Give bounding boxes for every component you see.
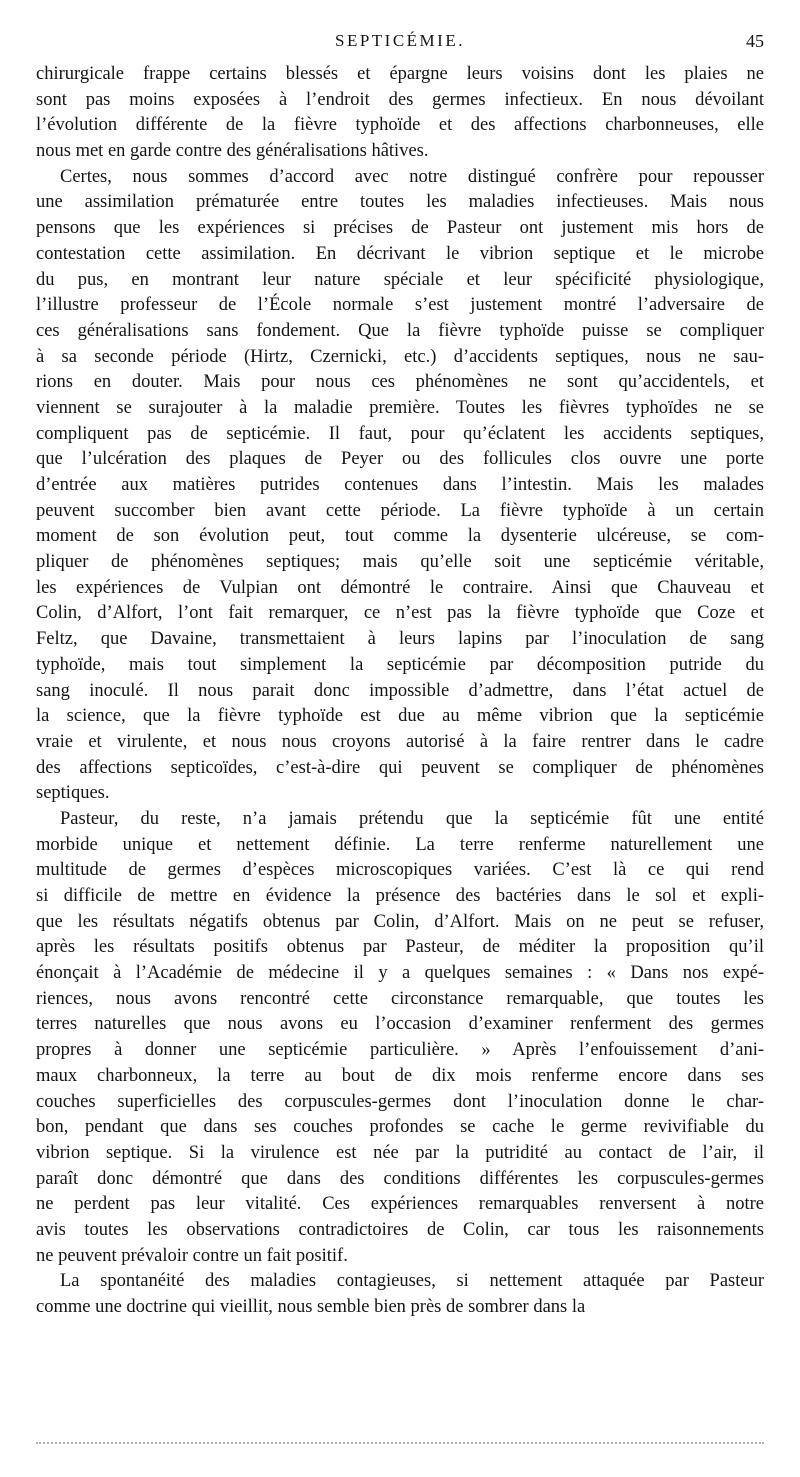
- text-line: chirurgicale frappe certains blessés et épargne leurs voisins dont les plaies ne: [36, 64, 764, 84]
- text-line: du pus, en montrant leur nature spéciale et leur spécificité physiologique,: [36, 269, 764, 290]
- text-line: vraie et virulente, et nous nous croyons autorisé à la faire rentrer dans le cadre: [36, 731, 764, 752]
- text-line: vibrion septique. Si la virulence est née par la putridité au contact de l’air, il: [36, 1142, 764, 1163]
- text-line: contestation cette assimilation. En décrivant le vibrion septique et le microbe: [36, 243, 764, 264]
- running-title: SEPTICÉMIE.: [335, 31, 465, 50]
- paragraph: [36, 62, 764, 165]
- text-line: nous met en garde contre des généralisations hâtives.: [36, 141, 429, 162]
- text-line: la science, que la fièvre typhoïde est due au même vibrion que la septicémie: [36, 706, 764, 727]
- text-line: comme une doctrine qui vieillit, nous semble bien près de sombrer dans la: [36, 1297, 586, 1317]
- text-line: typhoïde, mais tout simplement la septicémie par décomposition putride du: [36, 654, 764, 675]
- text-line: Feltz, que Davaine, transmettaient à leurs lapins par l’inoculation de sang: [36, 629, 764, 650]
- text-line: propres à donner une septicémie particulière. » Après l’enfouissement d’ani-: [36, 1040, 764, 1061]
- text-line: Colin, d’Alfort, l’ont fait remarquer, ce n’est pas la fièvre typhoïde que Coze et: [36, 603, 764, 624]
- text-line: à sa seconde période (Hirtz, Czernicki, etc.) d’accidents septiques, nous ne sau-: [36, 346, 764, 367]
- text-line: l’évolution différente de la fièvre typhoïde et des affections charbonneuses, elle: [36, 115, 764, 136]
- text-line: ne perdent pas leur vitalité. Ces expériences remarquables renversent à notre: [36, 1194, 764, 1215]
- text-line: terres naturelles que nous avons eu l’occasion d’examiner renferment des germes: [36, 1014, 764, 1035]
- text-line: moment de son évolution peut, tout comme la dysenterie ulcéreuse, se com-: [36, 526, 764, 547]
- text-line: des affections septicoïdes, c’est-à-dire qui peuvent se compliquer de phénomènes: [36, 757, 764, 778]
- text-line: d’entrée aux matières putrides contenues dans l’intestin. Mais les malades: [36, 475, 764, 495]
- text-line: énonçait à l’Académie de médecine il y a quelques semaines : « Dans nos expé-: [36, 963, 764, 984]
- text-line: sang inoculé. Il nous parait donc impossible d’admettre, dans l’état actuel de: [36, 680, 764, 701]
- text-line: si difficile de mettre en évidence la présence des bactéries dans le sol et expli-: [36, 886, 764, 906]
- text-line: septiques.: [36, 783, 110, 804]
- text-line: pliquer de phénomènes septiques; mais qu’elle soit une septicémie véritable,: [36, 552, 764, 573]
- text-line: que l’ulcération des plaques de Peyer ou des follicules clos ouvre une porte: [36, 449, 764, 470]
- text-line: l’illustre professeur de l’École normale s’est justement montré l’adversaire de: [36, 295, 764, 316]
- paragraph: [36, 1269, 764, 1320]
- paragraph: [36, 165, 764, 807]
- text-line: que les résultats négatifs obtenus par Colin, d’Alfort. Mais on ne peut se refuser,: [36, 911, 764, 932]
- body-text: [36, 62, 764, 1321]
- text-line: avis toutes les observations contradictoires de Colin, car tous les raisonnements: [36, 1219, 764, 1240]
- text-line: bon, pendant que dans ses couches profondes se cache le germe revivifiable du: [36, 1117, 764, 1138]
- text-line: pensons que les expériences si précises de Pasteur ont justement mis hors de: [36, 218, 764, 239]
- text-line: paraît donc démontré que dans des conditions différentes les corpuscules-germes: [36, 1168, 764, 1189]
- text-line: Certes, nous sommes d’accord avec notre distingué confrère pour repousser: [60, 166, 764, 187]
- text-line: La spontanéité des maladies contagieuses, si nettement attaquée par Pasteur: [60, 1271, 764, 1292]
- text-line: ne peuvent prévaloir contre un fait positif.: [36, 1245, 348, 1266]
- text-line: les expériences de Vulpian ont démontré le contraire. Ainsi que Chauveau et: [36, 577, 764, 598]
- text-line: maux charbonneux, la terre au bout de dix mois renferme encore dans ses: [36, 1065, 764, 1086]
- text-line: peuvent succomber bien avant cette période. La fièvre typhoïde à un certain: [36, 500, 764, 521]
- text-line: morbide unique et nettement définie. La terre renferme naturellement une: [36, 834, 764, 855]
- text-line: après les résultats positifs obtenus par Pasteur, de méditer la proposition qu’il: [36, 937, 764, 958]
- text-line: rions en douter. Mais pour nous ces phénomènes ne sont qu’accidentels, et: [36, 372, 764, 393]
- text-line: viennent se surajouter à la maladie première. Toutes les fièvres typhoïdes ne se: [36, 397, 764, 418]
- text-line: ces généralisations sans fondement. Que la fièvre typhoïde puisse se compliquer: [36, 320, 764, 341]
- text-line: couches superficielles des corpuscules-germes dont l’inoculation donne le char-: [36, 1091, 764, 1112]
- footer-rule: [36, 1442, 764, 1444]
- text-line: compliquent pas de septicémie. Il faut, pour qu’éclatent les accidents septiques,: [36, 423, 764, 444]
- text-line: une assimilation prématurée entre toutes les maladies infectieuses. Mais nous: [36, 192, 764, 213]
- text-line: sont pas moins exposées à l’endroit des germes infectieux. En nous dévoilant: [36, 89, 764, 110]
- page-number: 45: [746, 31, 764, 51]
- paragraph: [36, 807, 764, 1269]
- text-line: riences, nous avons rencontré cette circonstance remarquable, que toutes les: [36, 988, 764, 1009]
- text-line: multitude de germes d’espèces microscopiques variées. C’est là ce qui rend: [36, 860, 764, 881]
- text-line: Pasteur, du reste, n’a jamais prétendu que la septicémie fût une entité: [60, 808, 764, 829]
- running-head: [36, 26, 764, 56]
